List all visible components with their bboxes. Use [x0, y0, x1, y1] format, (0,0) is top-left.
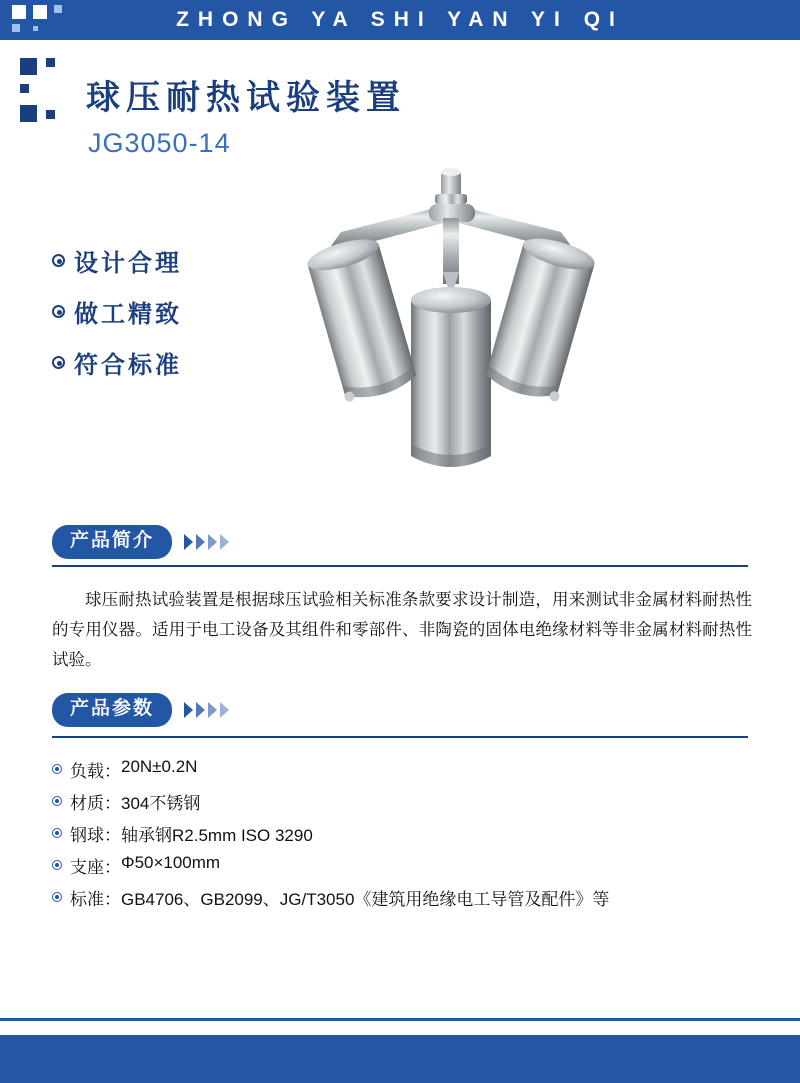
param-key: 负载： [70, 762, 121, 781]
section-pill-label: 产品简介 [52, 525, 172, 559]
product-model: JG3050-14 [88, 128, 231, 158]
list-item [52, 885, 752, 910]
feature-label: 做工精致 [74, 301, 182, 328]
feature-label: 符合标准 [74, 352, 182, 379]
page-title: 球压耐热试验装置 [86, 79, 406, 117]
section-heading-params [52, 693, 229, 727]
decor-square-icon [46, 58, 55, 67]
divider [52, 565, 748, 567]
bullet-ring-icon [52, 254, 65, 267]
product-image [215, 160, 685, 490]
param-value: 304不锈钢 [121, 794, 201, 813]
decor-square-icon [20, 58, 37, 75]
bullet-ring-icon [52, 796, 62, 806]
decor-square-icon [20, 84, 29, 93]
top-banner [0, 0, 800, 40]
param-value: GB4706、GB2099、JG/T3050《建筑用绝缘电工导管及配件》等 [121, 890, 610, 909]
bullet-ring-icon [52, 860, 62, 870]
section-pill-label: 产品参数 [52, 693, 172, 727]
chevron-right-icon [184, 702, 229, 718]
banner-pinyin-text: ZHONG YA SHI YAN YI QI [176, 8, 624, 31]
footer-divider [0, 1018, 800, 1021]
list-item [52, 821, 752, 846]
footer-bar [0, 1035, 800, 1083]
bullet-ring-icon [52, 892, 62, 902]
list-item [52, 853, 752, 878]
param-value: Φ50×100mm [121, 853, 221, 872]
param-key: 材质： [70, 794, 121, 813]
param-value: 轴承钢R2.5mm ISO 3290 [121, 826, 313, 845]
param-key: 钢球： [70, 826, 121, 845]
parameter-list [52, 757, 752, 917]
feature-label: 设计合理 [74, 250, 182, 277]
bullet-ring-icon [52, 305, 65, 318]
list-item [52, 757, 752, 782]
param-key: 标准： [70, 890, 121, 909]
divider [52, 736, 748, 738]
list-item [52, 789, 752, 814]
section-heading-intro [52, 525, 229, 559]
bullet-ring-icon [52, 828, 62, 838]
param-value: 20N±0.2N [121, 757, 198, 776]
param-key: 支座： [70, 858, 121, 877]
bullet-ring-icon [52, 356, 65, 369]
bullet-ring-icon [52, 764, 62, 774]
decor-square-icon [46, 110, 55, 119]
decor-square-icon [20, 105, 37, 122]
chevron-right-icon [184, 534, 229, 550]
intro-paragraph: 球压耐热试验装置是根据球压试验相关标准条款要求设计制造，用来测试非金属材料耐热性的专用仪器。适用于电工设备及其组件和零部件、非陶瓷的固体电绝缘材料等非金属材料耐热性试验。 [52, 591, 752, 669]
